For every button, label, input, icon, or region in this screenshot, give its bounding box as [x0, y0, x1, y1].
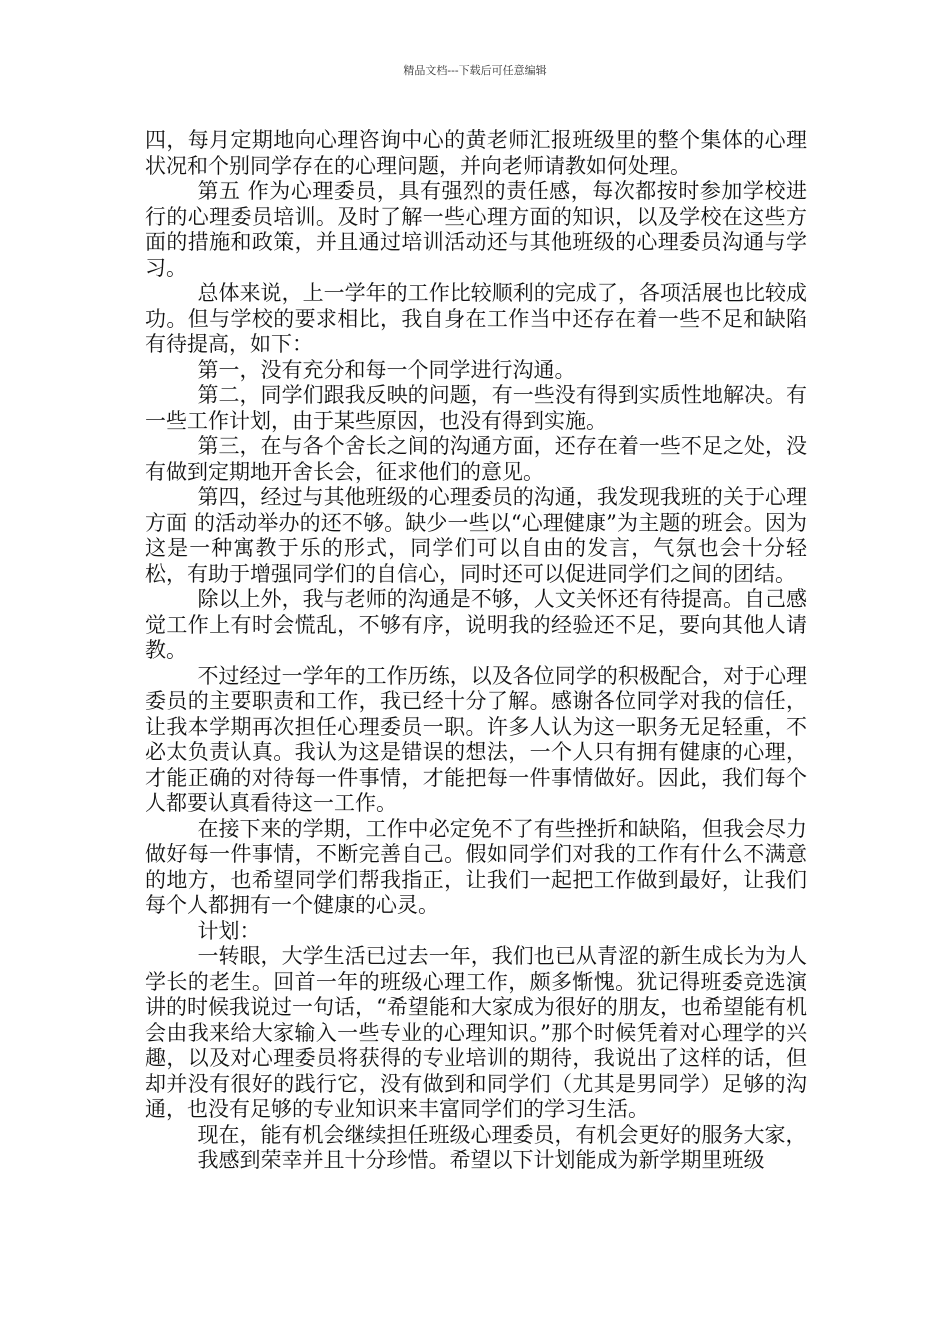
page-header: 精品文档---下载后可任意编辑 — [403, 64, 547, 77]
paragraph: 四，每月定期地向心理咨询中心的黄老师汇报班级里的整个集体的心理状况和个别同学存在的心理问题，并向老师请教如何处理。 — [145, 128, 807, 178]
paragraph: 在接下来的学期，工作中必定免不了有些挫折和缺陷，但我会尽力做好每一件事情，不断完善自己。假如同学们对我的工作有什么不满意的地方，也希望同学们帮我指正，让我们一起把工作做到最好，让我们每个人都拥有一个健康的心灵。 — [145, 816, 807, 917]
paragraph: 一转眼，大学生活已过去一年，我们也已从青涩的新生成长为为人学长的老生。回首一年的班级心理工作，颇多惭愧。犹记得班委竞选演讲的时候我说过一句话，“希望能和大家成为很好的朋友，也希望能有机会由我来给大家输入一些专业的心理知识。”那个时候凭着对心理学的兴趣，以及对心理委员将获得的专业培训的期待，我说出了这样的话，但却并没有很好的践行它，没有做到和同学们（尤其是男同学）足够的沟通，也没有足够的专业知识来丰富同学们的学习生活。 — [145, 944, 807, 1121]
paragraph: 第五 作为心理委员，具有强烈的责任感，每次都按时参加学校进行的心理委员培训。及时了解一些心理方面的知识，以及学校在这些方面的措施和政策，并且通过培训活动还与其他班级的心理委员沟通与学习。 — [145, 179, 807, 280]
paragraph: 第二，同学们跟我反映的问题，有一些没有得到实质性地解决。有一些工作计划，由于某些原因，也没有得到实施。 — [145, 383, 807, 433]
document-body — [145, 128, 807, 1174]
paragraph: 不过经过一学年的工作历练，以及各位同学的积极配合，对于心理委员的主要职责和工作，我已经十分了解。感谢各位同学对我的信任，让我本学期再次担任心理委员一职。许多人认为这一职务无足轻重，不必太负责认真。我认为这是错误的想法，一个人只有拥有健康的心理，才能正确的对待每一件事情，才能把每一件事情做好。因此，我们每个人都要认真看待这一工作。 — [145, 663, 807, 815]
paragraph: 第三，在与各个舍长之间的沟通方面，还存在着一些不足之处，没有做到定期地开舍长会，征求他们的意见。 — [145, 434, 807, 484]
paragraph: 第四，经过与其他班级的心理委员的沟通，我发现我班的关于心理方面 的活动举办的还不够。缺少一些以“心理健康”为主题的班会。因为这是一种寓教于乐的形式，同学们可以自由的发言，气氛也会十分轻松，有助于增强同学们的自信心，同时还可以促进同学们之间的团结。 — [145, 485, 807, 586]
section-label: 计划： — [197, 918, 261, 943]
paragraph: 总体来说，上一学年的工作比较顺利的完成了，各项活展也比较成功。但与学校的要求相比，我自身在工作当中还存在着一些不足和缺陷有待提高，如下： — [145, 281, 807, 356]
paragraph: 我感到荣幸并且十分珍惜。希望以下计划能成为新学期里班级 — [197, 1148, 765, 1172]
paragraph: 第一，没有充分和每一个同学进行沟通。 — [197, 357, 576, 382]
paragraph: 除以上外，我与老师的沟通是不够，人文关怀还有待提高。自己感觉工作上有时会慌乱，不够有序，说明我的经验还不足，要向其他人请教。 — [145, 587, 807, 662]
paragraph: 现在，能有机会继续担任班级心理委员，有机会更好的服务大家， — [197, 1122, 807, 1147]
